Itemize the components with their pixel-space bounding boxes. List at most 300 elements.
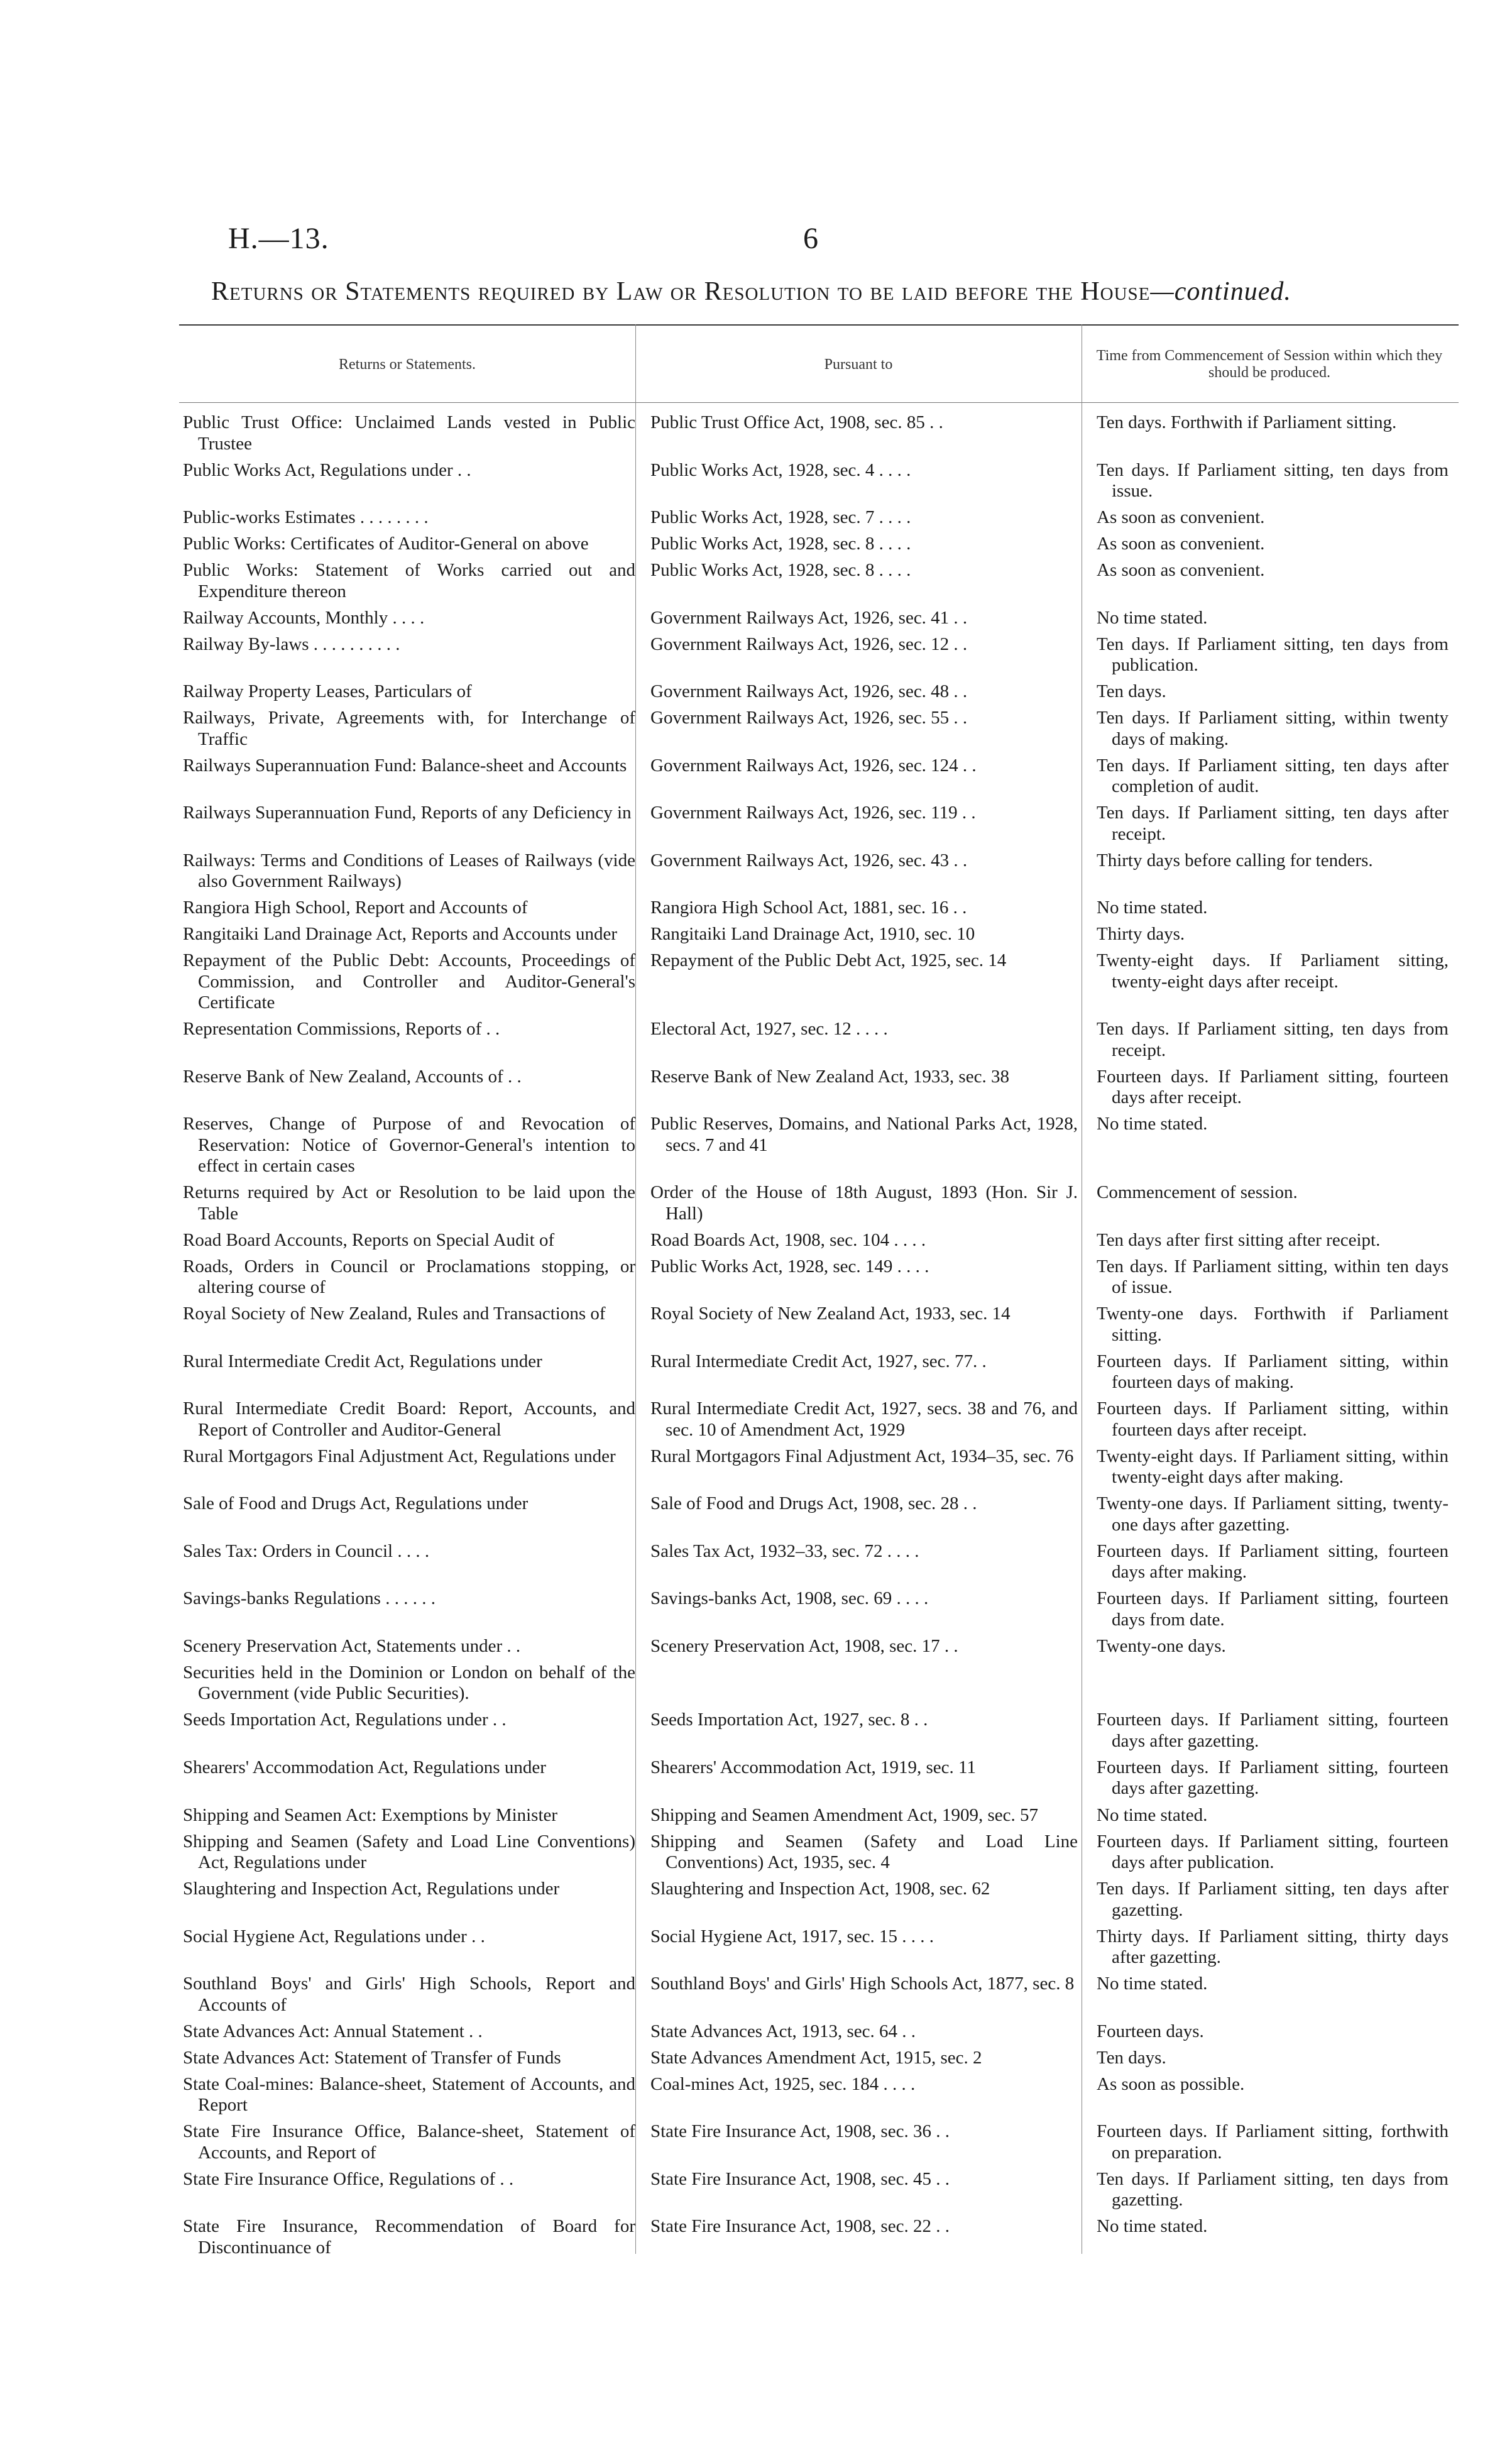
table-row: [179, 560, 1459, 602]
table-row: [179, 507, 1459, 529]
row-pursuant: [650, 1493, 1083, 1535]
row-pursuant: [650, 1757, 1083, 1799]
row-time-text: Ten days. If Parliament sitting, within twenty days of making.: [1097, 708, 1449, 749]
row-time: [1097, 2216, 1449, 2258]
row-pursuant-text: Government Railways Act, 1926, sec. 119 . .: [650, 803, 976, 823]
row-time-text: Twenty-one days.: [1097, 1635, 1226, 1656]
row-pursuant-text: Royal Society of New Zealand Act, 1933, sec. 14: [650, 1304, 1011, 1324]
row-time: [1097, 2121, 1449, 2163]
row-pursuant-text: Rangitaiki Land Drainage Act, 1910, sec. 10: [650, 924, 975, 945]
row-time: [1097, 1541, 1449, 1583]
row-statement-text: Railway Property Leases, Particulars of: [183, 681, 472, 702]
row-time: [1097, 1805, 1449, 1826]
row-time-text: Ten days. If Parliament sitting, ten days after completion of audit.: [1097, 755, 1449, 797]
row-statement-text: Securities held in the Dominion or London on behalf of the Government (vide Public Securities).: [183, 1662, 635, 1704]
row-statement: [183, 2216, 642, 2258]
table-row: [179, 1256, 1459, 1299]
row-pursuant: [650, 924, 1083, 945]
row-time-text: No time stated.: [1097, 607, 1208, 628]
header-pursuant: Pursuant to: [824, 356, 893, 373]
row-pursuant: [650, 1805, 1083, 1826]
row-pursuant: [650, 1446, 1083, 1488]
row-time-text: Ten days. If Parliament sitting, ten days from publication.: [1097, 634, 1449, 676]
row-pursuant: [650, 850, 1083, 892]
row-statement-text: Shearers' Accommodation Act, Regulations under: [183, 1757, 546, 1777]
row-pursuant: [650, 1831, 1083, 1874]
row-pursuant-text: Electoral Act, 1927, sec. 12 . . . .: [650, 1019, 888, 1040]
row-time: [1097, 1662, 1449, 1705]
row-pursuant: [650, 708, 1083, 750]
row-pursuant-text: Scenery Preservation Act, 1908, sec. 17 . .: [650, 1635, 958, 1656]
row-statement-text: Savings-banks Regulations . . . . . .: [183, 1588, 436, 1609]
row-time-text: Fourteen days. If Parliament sitting, fourteen days from date.: [1097, 1588, 1449, 1630]
row-statement: [183, 1831, 642, 1874]
row-statement-text: Public Trust Office: Unclaimed Lands vested in Public Trustee: [183, 412, 635, 454]
row-time-text: Twenty-eight days. If Parliament sitting, within twenty-eight days after making.: [1097, 1446, 1449, 1488]
row-statement: [183, 1757, 642, 1799]
table-row: [179, 534, 1459, 555]
row-statement-text: Railway By-laws . . . . . . . . . .: [183, 634, 400, 654]
table-row: [179, 608, 1459, 629]
row-time: [1097, 2074, 1449, 2116]
table-row: [179, 1304, 1459, 1346]
row-statement: [183, 2074, 642, 2116]
row-statement: [183, 708, 642, 750]
page-number: 6: [803, 222, 818, 255]
row-statement-text: Scenery Preservation Act, Statements under . .: [183, 1635, 521, 1656]
row-statement-text: Railways: Terms and Conditions of Leases of Railways (vide also Government Railways): [183, 850, 635, 892]
row-statement: [183, 1019, 642, 1061]
row-pursuant-text: State Advances Amendment Act, 1915, sec. 2: [650, 2047, 982, 2068]
table-row: [179, 803, 1459, 845]
row-time: [1097, 1230, 1449, 1251]
row-pursuant-text: State Advances Act, 1913, sec. 64 . .: [650, 2021, 916, 2041]
row-time: [1097, 1588, 1449, 1630]
row-statement: [183, 1541, 642, 1583]
row-pursuant-text: Public Works Act, 1928, sec. 4 . . . .: [650, 459, 911, 480]
row-statement-text: Shipping and Seamen (Safety and Load Line Conventions) Act, Regulations under: [183, 1831, 635, 1873]
table-row: [179, 1351, 1459, 1393]
row-statement-text: Rangiora High School, Report and Accounts of: [183, 898, 528, 918]
row-time-text: No time stated.: [1097, 1114, 1208, 1134]
row-time-text: Fourteen days. If Parliament sitting, fourteen days after gazetting.: [1097, 1757, 1449, 1799]
row-statement: [183, 2021, 642, 2043]
row-time-text: Fourteen days.: [1097, 2021, 1204, 2041]
row-time: [1097, 850, 1449, 892]
row-time: [1097, 2169, 1449, 2211]
row-pursuant-text: Public Works Act, 1928, sec. 8 . . . .: [650, 534, 911, 554]
row-pursuant: [650, 1541, 1083, 1583]
row-pursuant: [650, 1636, 1083, 1657]
table-row: [179, 924, 1459, 945]
row-time-text: Ten days. If Parliament sitting, ten days after receipt.: [1097, 803, 1449, 844]
row-statement: [183, 1067, 642, 1109]
row-time-text: Commencement of session.: [1097, 1182, 1298, 1203]
row-time: [1097, 1019, 1449, 1061]
row-time-text: As soon as possible.: [1097, 2073, 1245, 2094]
row-pursuant: [650, 681, 1083, 703]
row-pursuant-text: Government Railways Act, 1926, sec. 124 . .: [650, 755, 977, 776]
row-statement-text: State Advances Act: Statement of Transfer of Funds: [183, 2047, 561, 2068]
row-pursuant-text: Government Railways Act, 1926, sec. 55 . .: [650, 708, 968, 728]
row-time: [1097, 1974, 1449, 2016]
row-statement: [183, 412, 642, 454]
row-pursuant-text: Public Works Act, 1928, sec. 149 . . . .: [650, 1256, 929, 1277]
row-time: [1097, 507, 1449, 529]
row-pursuant: [650, 534, 1083, 555]
row-pursuant-text: Savings-banks Act, 1908, sec. 69 . . . .: [650, 1588, 929, 1609]
row-statement: [183, 1588, 642, 1630]
row-statement: [183, 2169, 642, 2211]
row-pursuant-text: Road Boards Act, 1908, sec. 104 . . . .: [650, 1229, 926, 1250]
header-time: Time from Commencement of Session within which they should be produced.: [1096, 348, 1443, 381]
row-statement-text: State Fire Insurance Office, Balance-sheet, Statement of Accounts, and Report of: [183, 2121, 635, 2163]
row-time-text: As soon as convenient.: [1097, 534, 1265, 554]
row-time: [1097, 608, 1449, 629]
row-pursuant-text: Seeds Importation Act, 1927, sec. 8 . .: [650, 1710, 928, 1730]
row-pursuant: [650, 803, 1083, 845]
table-row: [179, 1182, 1459, 1224]
row-statement-text: Railways Superannuation Fund, Reports of any Deficiency in: [183, 803, 632, 823]
row-time: [1097, 1926, 1449, 1969]
row-pursuant-text: Rural Mortgagors Final Adjustment Act, 1934–35, sec. 76: [650, 1446, 1074, 1466]
row-pursuant-text: Rural Intermediate Credit Act, 1927, sec. 77. .: [650, 1351, 987, 1371]
row-pursuant: [650, 1926, 1083, 1969]
row-statement: [183, 924, 642, 945]
header-bottom-rule: [179, 402, 1459, 403]
row-time: [1097, 634, 1449, 676]
row-statement-text: State Coal-mines: Balance-sheet, Statement of Accounts, and Report: [183, 2073, 635, 2116]
row-time-text: No time stated.: [1097, 898, 1208, 918]
row-statement: [183, 1710, 642, 1752]
row-pursuant-text: Rangiora High School Act, 1881, sec. 16 . .: [650, 898, 967, 918]
row-statement-text: State Fire Insurance Office, Regulations of . .: [183, 2168, 514, 2189]
row-pursuant-text: Sales Tax Act, 1932–33, sec. 72 . . . .: [650, 1540, 919, 1561]
table-row: [179, 850, 1459, 892]
row-time-text: Ten days. If Parliament sitting, within ten days of issue.: [1097, 1256, 1449, 1298]
row-pursuant-text: Coal-mines Act, 1925, sec. 184 . . . .: [650, 2073, 916, 2094]
row-statement-text: Royal Society of New Zealand, Rules and Transactions of: [183, 1304, 606, 1324]
row-pursuant: [650, 1114, 1083, 1177]
row-statement: [183, 1662, 642, 1705]
row-time: [1097, 1636, 1449, 1657]
row-time: [1097, 1351, 1449, 1393]
row-statement: [183, 1879, 642, 1921]
row-time: [1097, 2048, 1449, 2069]
table-row: [179, 1974, 1459, 2016]
row-time: [1097, 1446, 1449, 1488]
row-pursuant-text: Public Works Act, 1928, sec. 7 . . . .: [650, 507, 911, 528]
row-statement: [183, 534, 642, 555]
row-time: [1097, 681, 1449, 703]
row-statement-text: Public Works Act, Regulations under . .: [183, 459, 471, 480]
row-statement-text: Reserves, Change of Purpose of and Revocation of Reservation: Notice of Governor-General's intention to effect in certain cases: [183, 1114, 635, 1177]
row-time-text: Fourteen days. If Parliament sitting, fourteen days after gazetting.: [1097, 1710, 1449, 1751]
row-statement: [183, 460, 642, 502]
row-statement-text: Rangitaiki Land Drainage Act, Reports and Accounts under: [183, 924, 617, 945]
row-time: [1097, 803, 1449, 845]
row-pursuant-text: Government Railways Act, 1926, sec. 48 . .: [650, 681, 968, 702]
row-pursuant-text: Rural Intermediate Credit Act, 1927, secs. 38 and 76, and sec. 10 of Amendment Act, 1929: [650, 1398, 1078, 1440]
row-time-text: No time stated.: [1097, 1804, 1208, 1825]
row-time: [1097, 460, 1449, 502]
row-statement-text: Rural Intermediate Credit Act, Regulations under: [183, 1351, 542, 1371]
table-row: [179, 681, 1459, 703]
table-row: [179, 460, 1459, 502]
row-time-text: No time stated.: [1097, 2216, 1208, 2237]
row-statement-text: Slaughtering and Inspection Act, Regulations under: [183, 1879, 560, 1899]
row-time: [1097, 1067, 1449, 1109]
row-time: [1097, 534, 1449, 555]
row-time-text: Thirty days before calling for tenders.: [1097, 850, 1373, 870]
row-time-text: Thirty days. If Parliament sitting, thirty days after gazetting.: [1097, 1926, 1449, 1968]
row-statement: [183, 681, 642, 703]
row-time-text: Twenty-eight days. If Parliament sitting, twenty-eight days after receipt.: [1097, 950, 1449, 992]
row-statement: [183, 803, 642, 845]
row-statement-text: Sales Tax: Orders in Council . . . .: [183, 1540, 430, 1561]
row-time-text: Twenty-one days. Forthwith if Parliament sitting.: [1097, 1304, 1449, 1345]
row-pursuant: [650, 898, 1083, 919]
title-suffix: —continued.: [1150, 277, 1291, 306]
row-pursuant: [650, 2169, 1083, 2211]
title-text: Returns or Statements required by Law or Resolution to be laid before the House: [211, 277, 1151, 306]
row-statement-text: Road Board Accounts, Reports on Special Audit of: [183, 1229, 555, 1250]
row-pursuant: [650, 1351, 1083, 1393]
row-time: [1097, 924, 1449, 945]
table-row: [179, 2216, 1459, 2258]
row-pursuant-text: Government Railways Act, 1926, sec. 12 . .: [650, 634, 968, 654]
table-row: [179, 412, 1459, 454]
returns-table: [179, 412, 1459, 2258]
row-pursuant: [650, 460, 1083, 502]
row-pursuant: [650, 1974, 1083, 2016]
row-pursuant: [650, 507, 1083, 529]
row-pursuant-text: Southland Boys' and Girls' High Schools Act, 1877, sec. 8: [650, 1974, 1075, 1994]
page-reference: H.—13.: [228, 222, 329, 255]
row-pursuant: [650, 608, 1083, 629]
header-returns: Returns or Statements.: [339, 356, 476, 373]
row-pursuant: [650, 560, 1083, 602]
table-row: [179, 1710, 1459, 1752]
row-pursuant-text: Government Railways Act, 1926, sec. 41 . .: [650, 607, 968, 628]
row-pursuant: [650, 2074, 1083, 2116]
row-time: [1097, 1398, 1449, 1441]
row-pursuant: [650, 2216, 1083, 2258]
row-statement-text: Seeds Importation Act, Regulations under . .: [183, 1710, 507, 1730]
row-pursuant: [650, 2021, 1083, 2043]
row-pursuant: [650, 1230, 1083, 1251]
row-time: [1097, 412, 1449, 454]
row-pursuant-text: Sale of Food and Drugs Act, 1908, sec. 28 . .: [650, 1493, 977, 1514]
row-pursuant: [650, 1256, 1083, 1299]
row-time-text: Thirty days.: [1097, 924, 1185, 945]
row-pursuant-text: Government Railways Act, 1926, sec. 43 . .: [650, 850, 968, 870]
table-row: [179, 1879, 1459, 1921]
row-pursuant-text: Reserve Bank of New Zealand Act, 1933, sec. 38: [650, 1066, 1009, 1087]
row-pursuant: [650, 2048, 1083, 2069]
table-row: [179, 755, 1459, 798]
row-pursuant: [650, 1398, 1083, 1441]
row-pursuant: [650, 634, 1083, 676]
row-time-text: Ten days. If Parliament sitting, ten days from issue.: [1097, 459, 1449, 502]
row-pursuant: [650, 755, 1083, 798]
row-time: [1097, 2021, 1449, 2043]
row-statement-text: Railways, Private, Agreements with, for Interchange of Traffic: [183, 708, 635, 749]
row-statement: [183, 1351, 642, 1393]
table-row: [179, 1588, 1459, 1630]
row-statement-text: Repayment of the Public Debt: Accounts, Proceedings of Commission, and Controller and Auditor-General's Certificate: [183, 950, 635, 1013]
row-statement: [183, 755, 642, 798]
row-pursuant-text: Slaughtering and Inspection Act, 1908, sec. 62: [650, 1879, 990, 1899]
row-statement: [183, 1446, 642, 1488]
row-time: [1097, 1493, 1449, 1535]
row-statement: [183, 1256, 642, 1299]
row-pursuant-text: Public Trust Office Act, 1908, sec. 85 . .: [650, 412, 943, 432]
row-time-text: Fourteen days. If Parliament sitting, fourteen days after making.: [1097, 1540, 1449, 1583]
row-statement-text: Roads, Orders in Council or Proclamations stopping, or altering course of: [183, 1256, 635, 1298]
row-time-text: As soon as convenient.: [1097, 507, 1265, 528]
table-row: [179, 1493, 1459, 1535]
table-row: [179, 1831, 1459, 1874]
row-statement: [183, 850, 642, 892]
table-row: [179, 1662, 1459, 1705]
row-statement-text: State Advances Act: Annual Statement . .: [183, 2021, 483, 2041]
table-row: [179, 2021, 1459, 2043]
row-pursuant-text: State Fire Insurance Act, 1908, sec. 45 . .: [650, 2168, 950, 2189]
row-time: [1097, 1710, 1449, 1752]
row-time-text: As soon as convenient.: [1097, 560, 1265, 581]
row-statement-text: Sale of Food and Drugs Act, Regulations under: [183, 1493, 529, 1514]
table-row: [179, 898, 1459, 919]
row-pursuant-text: State Fire Insurance Act, 1908, sec. 22 . .: [650, 2216, 950, 2237]
page-title: [211, 277, 1455, 307]
row-time-text: Ten days.: [1097, 681, 1166, 702]
table-row: [179, 1636, 1459, 1657]
row-statement-text: Rural Mortgagors Final Adjustment Act, Regulations under: [183, 1446, 616, 1466]
row-statement-text: Rural Intermediate Credit Board: Report, Accounts, and Report of Controller and Auditor-General: [183, 1398, 635, 1440]
table-row: [179, 1805, 1459, 1826]
row-time-text: Ten days. If Parliament sitting, ten days from receipt.: [1097, 1019, 1449, 1060]
row-time-text: Fourteen days. If Parliament sitting, within fourteen days after receipt.: [1097, 1398, 1449, 1440]
row-pursuant: [650, 1879, 1083, 1921]
row-statement: [183, 1182, 642, 1224]
row-statement: [183, 1398, 642, 1441]
table-row: [179, 1067, 1459, 1109]
row-statement-text: Representation Commissions, Reports of . .: [183, 1019, 500, 1040]
row-statement: [183, 1805, 642, 1826]
table-row: [179, 634, 1459, 676]
table-row: [179, 950, 1459, 1014]
table-row: [179, 1541, 1459, 1583]
table-row: [179, 1230, 1459, 1251]
row-time: [1097, 708, 1449, 750]
row-statement-text: Railway Accounts, Monthly . . . .: [183, 607, 425, 628]
row-statement: [183, 2048, 642, 2069]
row-statement-text: Public-works Estimates . . . . . . . .: [183, 507, 429, 528]
row-pursuant-text: State Fire Insurance Act, 1908, sec. 36 . .: [650, 2121, 950, 2142]
row-time: [1097, 560, 1449, 602]
row-time-text: Fourteen days. If Parliament sitting, within fourteen days of making.: [1097, 1351, 1449, 1393]
row-time: [1097, 898, 1449, 919]
table-row: [179, 2074, 1459, 2116]
table-row: [179, 1926, 1459, 1969]
row-pursuant: [650, 1710, 1083, 1752]
row-statement: [183, 1304, 642, 1346]
table-row: [179, 1114, 1459, 1177]
row-statement-text: Public Works: Statement of Works carried out and Expenditure thereon: [183, 560, 635, 601]
row-time: [1097, 950, 1449, 1014]
row-statement-text: Social Hygiene Act, Regulations under . .: [183, 1926, 485, 1947]
row-pursuant: [650, 1067, 1083, 1109]
row-statement: [183, 560, 642, 602]
row-time: [1097, 1304, 1449, 1346]
row-pursuant-text: Public Works Act, 1928, sec. 8 . . . .: [650, 560, 911, 581]
row-time-text: Ten days. If Parliament sitting, ten days after gazetting.: [1097, 1879, 1449, 1920]
row-statement: [183, 950, 642, 1014]
row-statement: [183, 1974, 642, 2016]
table-row: [179, 708, 1459, 750]
row-time-text: Fourteen days. If Parliament sitting, fourteen days after receipt.: [1097, 1066, 1449, 1108]
row-statement-text: Returns required by Act or Resolution to be laid upon the Table: [183, 1182, 635, 1224]
row-time: [1097, 1831, 1449, 1874]
row-time-text: Ten days. If Parliament sitting, ten days from gazetting.: [1097, 2168, 1449, 2210]
row-time-text: Ten days.: [1097, 2047, 1166, 2068]
row-time-text: Fourteen days. If Parliament sitting, fourteen days after publication.: [1097, 1831, 1449, 1873]
row-statement: [183, 608, 642, 629]
row-pursuant: [650, 950, 1083, 1014]
row-statement-text: State Fire Insurance, Recommendation of Board for Discontinuance of: [183, 2216, 635, 2258]
row-statement-text: Shipping and Seamen Act: Exemptions by Minister: [183, 1804, 558, 1825]
top-rule: [179, 324, 1459, 326]
row-pursuant: [650, 412, 1083, 454]
row-statement: [183, 634, 642, 676]
table-row: [179, 2169, 1459, 2211]
row-pursuant-text: Order of the House of 18th August, 1893 (Hon. Sir J. Hall): [650, 1182, 1078, 1224]
row-pursuant: [650, 1588, 1083, 1630]
row-pursuant: [650, 1182, 1083, 1224]
row-statement: [183, 1926, 642, 1969]
row-statement-text: Railways Superannuation Fund: Balance-sheet and Accounts: [183, 755, 627, 776]
row-statement-text: Reserve Bank of New Zealand, Accounts of . .: [183, 1066, 522, 1087]
table-row: [179, 2048, 1459, 2069]
row-pursuant-text: Shearers' Accommodation Act, 1919, sec. 11: [650, 1757, 976, 1777]
row-time-text: Ten days. Forthwith if Parliament sitting.: [1097, 412, 1397, 432]
row-statement: [183, 898, 642, 919]
row-pursuant: [650, 1662, 1083, 1705]
row-time-text: Ten days after first sitting after receipt.: [1097, 1229, 1381, 1250]
table-row: [179, 1019, 1459, 1061]
row-pursuant-text: Social Hygiene Act, 1917, sec. 15 . . . .: [650, 1926, 934, 1947]
row-time: [1097, 1256, 1449, 1299]
row-pursuant: [650, 1304, 1083, 1346]
row-statement-text: Southland Boys' and Girls' High Schools, Report and Accounts of: [183, 1974, 635, 2015]
row-statement: [183, 1493, 642, 1535]
row-statement: [183, 1114, 642, 1177]
row-statement: [183, 1230, 642, 1251]
row-pursuant-text: Shipping and Seamen Amendment Act, 1909, sec. 57: [650, 1804, 1038, 1825]
table-row: [179, 1398, 1459, 1441]
table-row: [179, 2121, 1459, 2163]
row-pursuant-text: Repayment of the Public Debt Act, 1925, sec. 14: [650, 950, 1007, 971]
row-statement: [183, 507, 642, 529]
row-time: [1097, 1757, 1449, 1799]
table-row: [179, 1446, 1459, 1488]
row-pursuant-text: Public Reserves, Domains, and National Parks Act, 1928, secs. 7 and 41: [650, 1114, 1078, 1155]
row-pursuant-text: Shipping and Seamen (Safety and Load Line Conventions) Act, 1935, sec. 4: [650, 1831, 1078, 1873]
row-time-text: No time stated.: [1097, 1974, 1208, 1994]
row-time: [1097, 1182, 1449, 1224]
row-statement: [183, 1636, 642, 1657]
